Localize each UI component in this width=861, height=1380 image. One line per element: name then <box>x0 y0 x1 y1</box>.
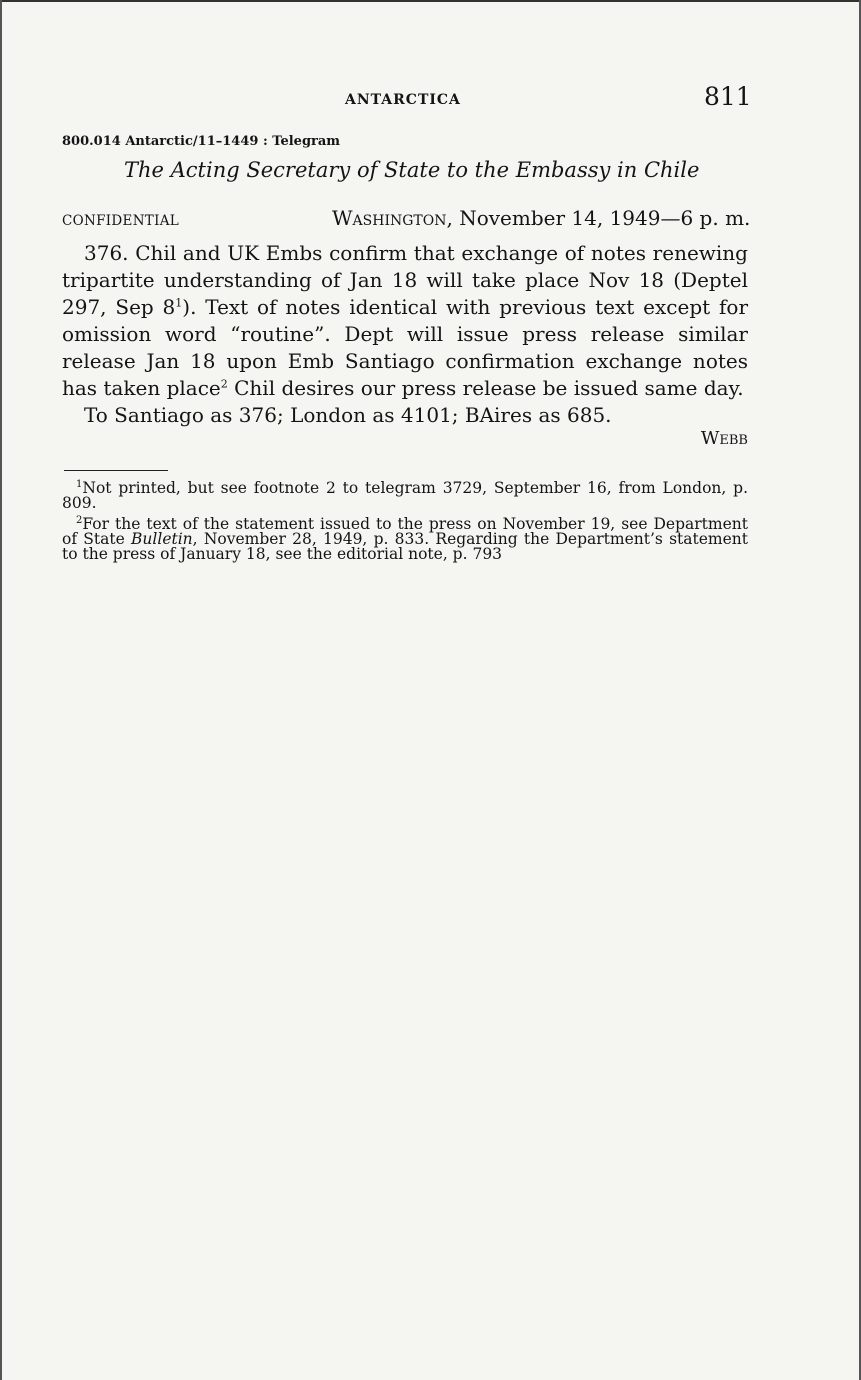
page-left-border <box>0 0 2 1380</box>
paragraph-1-text-a: 376. Chil and UK Embs confirm that exchange of notes renewing tripartite understanding of Jan 18 will take place Nov 18 (Deptel 297, Sep 8 <box>62 241 748 319</box>
footnote-rule <box>64 470 168 471</box>
file-reference: 800.014 Antarctic/11–1449 : Telegram <box>62 134 341 149</box>
footnote-2-mark: 2 <box>76 514 83 526</box>
telegram-paragraph-2: To Santiago as 376; London as 4101; BAires as 685. <box>84 403 612 427</box>
signature: Webb <box>700 428 748 449</box>
footnote-2-text-a: For the text of the statement issued to the press on November 19, see Department of State <box>62 515 748 548</box>
footnote-2 <box>62 514 748 563</box>
running-head: ANTARCTICA <box>345 92 461 108</box>
paragraph-1-text-b: ). Text of notes identical with previous text except for omission word “routine”. Dept will issue press release similar release Jan 18 upon Emb Santiago confirmation exchange notes has taken place <box>62 295 749 400</box>
dateline-place: Washington <box>332 206 447 230</box>
classification-label: CONFIDENTIAL <box>62 213 180 229</box>
telegram-paragraph-1 <box>62 240 748 402</box>
page-number: 811 <box>704 82 752 111</box>
footnote-1-text: Not printed, but see footnote 2 to telegram 3729, September 16, from London, p. 809. <box>62 479 748 512</box>
page-top-border <box>0 0 861 2</box>
footnote-1 <box>62 478 748 512</box>
dateline <box>332 206 749 230</box>
paragraph-1-text-c: Chil desires our press release be issued same day. <box>227 376 744 400</box>
footnote-1-mark: 1 <box>76 478 83 490</box>
footnote-2-italic: Bulletin <box>131 530 193 548</box>
document-title: The Acting Secretary of State to the Embassy in Chile <box>124 158 700 182</box>
dateline-date: , November 14, 1949—6 p. m. <box>446 206 751 230</box>
footnote-ref-2: 2 <box>220 377 228 391</box>
footnote-ref-1: 1 <box>175 296 183 310</box>
footnote-2-text-b: , November 28, 1949, p. 833. Regarding the Department’s statement to the press of January 18, see the editorial note, p. 793 <box>62 530 748 563</box>
